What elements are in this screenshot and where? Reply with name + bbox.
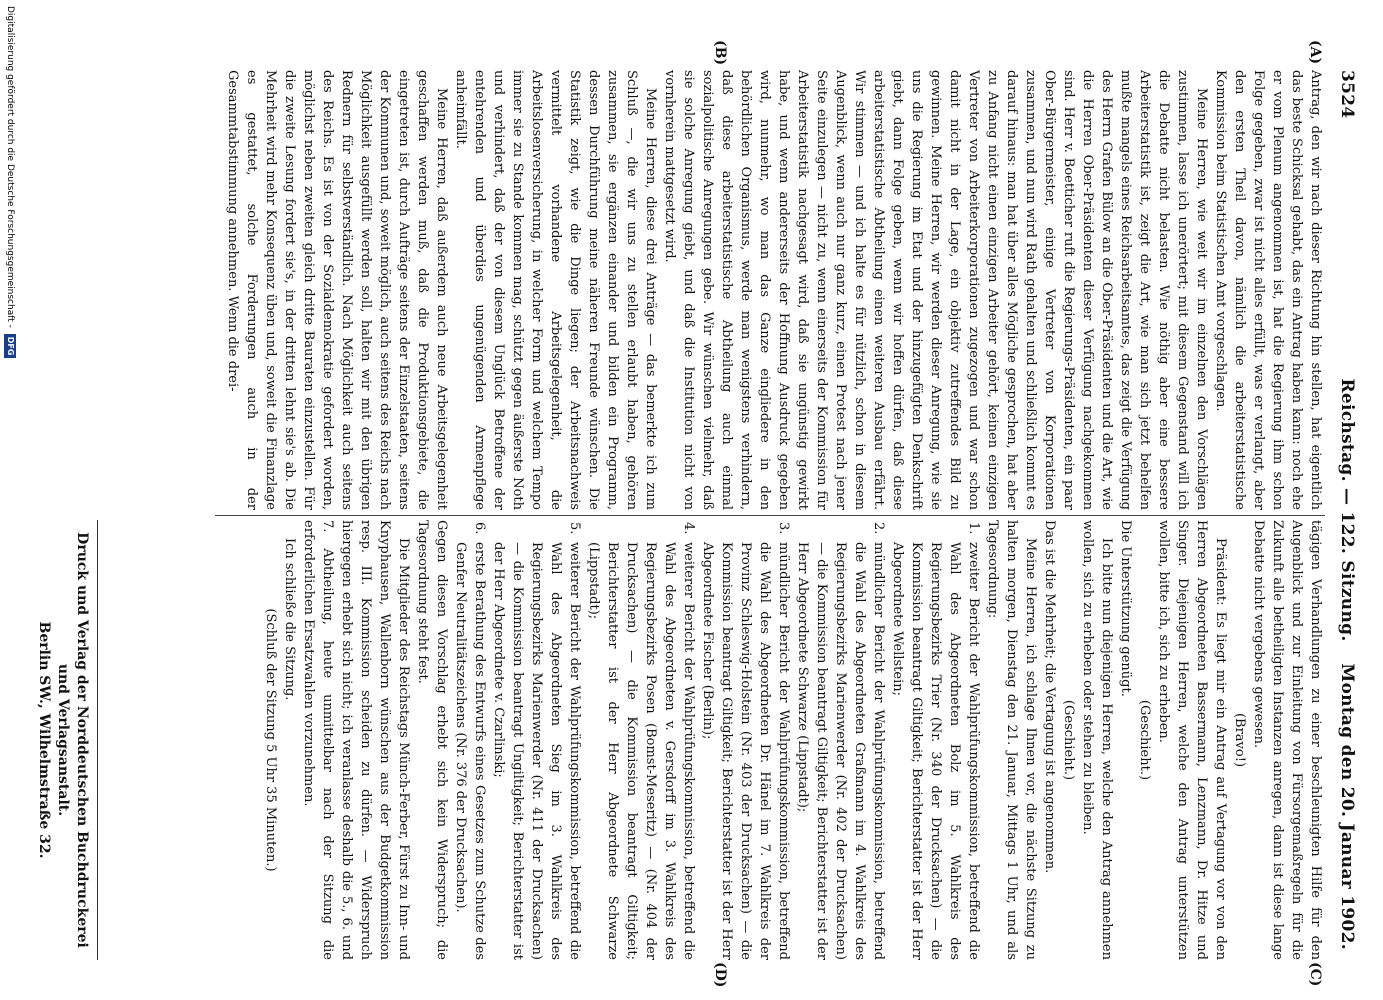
page-number: 3524	[1337, 70, 1357, 119]
margin-letter-b: (B)	[712, 40, 728, 66]
left-column	[175, 70, 1325, 510]
left-paragraph: Meine Herren, diese drei Anträge — das bemerkte ich zum Schluß —, die wir uns zu stellen erlaubt haben, gehören zusammen, sie ergänzen einander und bilden ein Programm, dessen Durchführung meine näheren Freunde wünschen. Die Statistik zeigt, wie die Dinge liegen; der Arbeitsnachweis vermittelt vorhandene Arbeitsgelegenheit, die Arbeitslosenversicherung, in welcher Form und welchem Tempo immer sie zu Stande kommen mag, schützt gegen äußerste Noth und verhindert, daß der von diesem Unglück Betroffene der entehrenden und überdies ungenügenden Armenpflege anheimfällt.	[453, 70, 658, 510]
margin-letter-a: (A)	[1307, 40, 1323, 65]
support-line: Die Unterstützung genügt.	[1118, 520, 1133, 697]
left-paragraph: Meine Herren, wie weit wir im einzelnen den Vorschlägen zustimmen, lasse ich unerörtert; mit diesem Gegenstand will ich die Debatte nicht belasten. Wie nöthig aber eine bessere Arbeiterstatistik ist, zeigt die Art, wie man sich jetzt behelfen mußte mangels eines Reichsarbeitsamtes, das zeigt die Verfügung des Herrn Grafen Bülow an die Ober-Präsidenten und die Art, wie die Herren Ober-Präsidenten dieser Verfügung nachgekommen sind. Herr v. Boetticher ruft die Regierungs-Präsidenten, ein paar Ober-Bürgermeister, einige Vertreter von Korporationen zusammen, und nun wird Rath gehalten und schließlich kommt es darauf hinaus: man hat über alles Mögliche gesprochen, hat aber zu Anfang nicht einen einzigen Arbeiter gehört, keinen einzigen Vertreter von Arbeiterkorporationen zugezogen und war schon damit nicht in der Lage, ein objektiv zutreffendes Bild zu gewinnen. Meine Herren, wir werden dieser Anregung, wie sie uns die Regierung im Etat und der hinzugefügten Denkschrift giebt, dann Folge geben, wenn wir hoffen dürfen, daß diese arbeiterstatistische Abtheilung einen weiteren Ausbau erfährt. Wir stimmen — und ich halte es für nützlich, schon in diesem Augenblick, wenn auch nur ganz kurz, einen Protest nach jener Seite einzulegen — nicht zu, wenn einerseits der Kommission für Arbeiterstatistik nachgesagt wird, daß sie ungünstig gewirkt habe, und wenn andererseits der Hoffnung Ausdruck gegeben wird, nunmehr, wo man das Ganze eingliedere in den behördlichen Organismus, werde man wenigstens verhindern, daß diese arbeiterstatistische Abtheilung auch einmal sozialpolitische Anregungen gebe. Wir wünschen vielmehr, daß sie solche Anregung giebt, und daß die Institution nicht von vornherein mattgesetzt wird.	[662, 70, 1209, 510]
budget-commission-note: Die Mitglieder des Reichstags Münch-Ferber, Fürst zu Inn- und Knyphausen, Wallenborn wünschen aus der Budgetkommission resp. III. Kommission scheiden zu dürfen. — Widerspruch hiergegen erhebt sich nicht; ich veranlasse deshalb die 5., 6. und 7. Abtheilung, heute unmittelbar nach der Sitzung die erforderlichen Ersatzwahlen vorzunehmen.	[301, 520, 411, 960]
footer-text: Digitalisierung gefördert durch die Deutsche Forschungsgemeinschaft -	[5, 6, 15, 328]
agenda-item: 3. mündlicher Bericht der Wahlprüfungskommission, betreffend die Wahl des Abgeordneten Dr. Hänel im 7. Wahlkreis der Provinz Schleswig-Holstein (Nr. 403 der Drucksachen) — die Kommission beantragt Giltigkeit; Berichterstatter ist der Herr Abgeordnete Fischer (Berlin);	[700, 522, 791, 960]
objection-line: Gegen diesen Vorschlag erhebt sich kein Widerspruch; die Tagesordnung steht fest.	[415, 520, 449, 960]
agenda-item: 5. weiterer Bericht der Wahlprüfungskommission, betreffend die Wahl des Abgeordneten Sieg im 3. Wahlkreis des Regierungsbezirks Marienwerder (Nr. 411 der Drucksachen) — die Kommission beantragt Ungiltigkeit; Berichterstatter ist der Herr Abgeordnete v. Czarlinski;	[491, 522, 582, 960]
imprint-line: Druck und Verlag der Norddeutschen Buchdruckerei und Verlagsanstalt.	[55, 532, 90, 948]
printer-imprint	[34, 520, 98, 960]
majority-line: Das ist die Mehrheit; die Vertagung ist angenommen.	[1042, 520, 1057, 874]
right-column	[175, 520, 1325, 960]
president-statement: Präsident: Es liegt mir ein Antrag auf Vertagung vor von den Herren Abgeordneten Bassermann, Lenzmann, Dr. Hitze und Singer. Diejenigen Herren, welche den Antrag unterstützen wollen, bitte ich, sich zu erheben.	[1156, 520, 1228, 960]
left-paragraph: Antrag, den wir nach dieser Richtung hin stellen, hat eigentlich das beste Schicksal gehabt, das ein Antrag haben kann: noch ehe er vom Plenum angenommen ist, hat die Regierung ihm schon Folge gegeben, zwar ist nicht alles erfüllt, was er verlangt, aber den ersten Theil davon, nämlich die arbeiterstatistische Kommission beim Statistischen Amt vorgeschlagen.	[1213, 70, 1323, 510]
left-paragraph: Meine Herren, daß außerdem auch neue Arbeitsgelegenheit geschaffen werden muß, daß die Produktionsgebiete, die eingetreten ist, durch Aufträge seitens der Einzelstaaten, seitens der Kommunen und, soweit möglich, auch seitens des Reichs nach Möglichkeit ausgefüllt werden soll, halten wir mit den übrigen Rednern für selbstverständlich. Nach Möglichkeit auch seitens des Reichs. Es ist von der Sozialdemokratie gefordert worden, möglichst neben zweiten gleich dritte Bauraten einzustellen. Für die zweite Lesung fordert sie's, in der dritten lehnt sie's ab. Die Mehrheit wird mehr Konsequenz üben und, soweit die Finanzlage es gestattet, solche Forderungen auch in der Gesammtabstimmung annehmen. Wenn die drei-	[225, 70, 449, 510]
imprint-line: Berlin SW., Wilhelmstraße 32.	[36, 621, 52, 859]
stage-direction: (Geschieht.)	[1061, 699, 1076, 781]
session-date: Montag den 20. Januar 1902.	[1337, 663, 1357, 950]
dfg-logo: DFG	[4, 334, 16, 359]
interjection: (Bravo!)	[1232, 712, 1247, 768]
vote-line: Ich bitte nun diejenigen Herren, welche den Antrag annehmen wollen, sich zu erheben oder stehen zu bleiben.	[1080, 520, 1114, 960]
running-title: Reichstag. — 122. Sitzung.	[1337, 378, 1357, 642]
agenda-item: 1. zweiter Bericht der Wahlprüfungskommission, betreffend die Wahl des Abgeordneten Bolz im 5. Wahlkreis des Regierungsbezirks Trier (Nr. 340 der Drucksachen) — die Kommission beantragt Giltigkeit; Berichterstatter ist der Herr Abgeordnete Wellstein;	[890, 522, 981, 960]
agenda-item: 2. mündlicher Bericht der Wahlprüfungskommission, betreffend die Wahl des Abgeordneten Graßmann im 4. Wahlkreis des Regierungsbezirks Marienwerder (Nr. 402 der Drucksachen) — die Kommission beantragt Giltigkeit; Berichterstatter ist der Herr Abgeordnete Schwarze (Lippstadt);	[795, 522, 886, 960]
right-intro: tägigen Verhandlungen zu einer beschleunigten Hilfe für den Augenblick und zur Einleitung von Fürsorgemaßregeln für die Zukunft alle betheiligten Instanzen anregen, dann ist diese lange Debatte nicht vergebens gewesen.	[1251, 520, 1323, 960]
imprint-rule	[97, 520, 98, 960]
digitization-footer	[2, 0, 16, 1000]
session-end: (Schluß der Sitzung 5 Uhr 35 Minuten.)	[263, 608, 278, 872]
page-header	[1331, 70, 1361, 950]
margin-letter-d: (D)	[712, 962, 728, 988]
closing-line: Ich schließe die Sitzung.	[282, 538, 297, 701]
margin-letter-c: (C)	[1307, 962, 1323, 987]
stage-direction: (Geschieht.)	[1137, 699, 1152, 781]
agenda-item: 6. erste Berathung des Entwurfs eines Gesetzes zum Schutze des Genfer Neutralitätszeichens (Nr. 376 der Drucksachen).	[453, 522, 487, 960]
agenda-item: 4. weiterer Bericht der Wahlprüfungskommission, betreffend die Wahl des Abgeordneten v. Gersdorff im 3. Wahlkreis des Regierungsbezirks Posen (Bomst-Meseritz) — (Nr. 404 der Drucksachen) — die Kommission beantragt Giltigkeit; Berichterstatter ist der Herr Abgeordnete Schwarze (Lippstadt);	[586, 522, 696, 960]
agenda-proposal: Meine Herren, ich schlage Ihnen vor, die nächste Sitzung zu halten morgen, Dienstag den 21. Januar, Mittags 1 Uhr, und als Tagesordnung:	[985, 520, 1038, 960]
column-divider	[215, 515, 1325, 516]
